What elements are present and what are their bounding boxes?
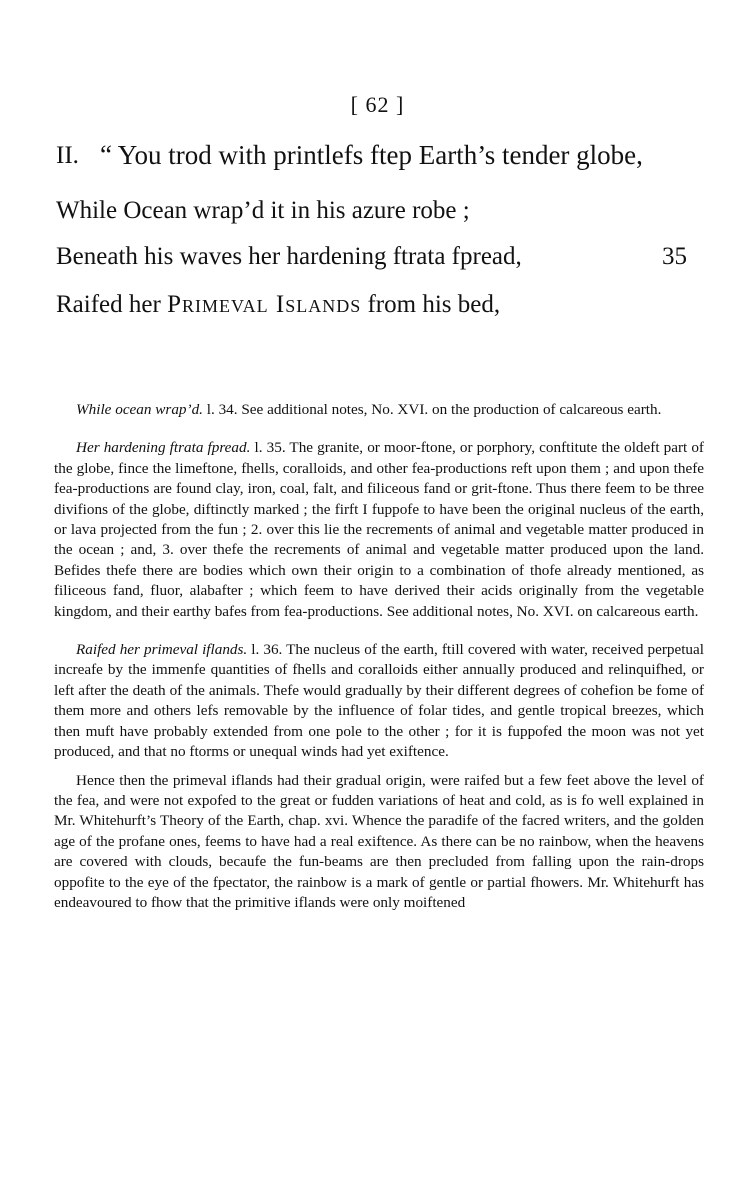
footnote-reference: While ocean wrap’d.: [76, 401, 203, 418]
verse-line-number: 35: [662, 243, 687, 270]
verse-line-4-small-caps: Primeval Islands: [167, 291, 362, 318]
footnotes: [54, 400, 704, 931]
page-number: [ 62 ]: [350, 92, 405, 117]
footnote-reference: Her hardening ftrata fpread.: [76, 439, 251, 457]
footnote: [54, 438, 704, 622]
footnote-continuation: [54, 771, 704, 914]
footnote-reference: Raifed her primeval iflands.: [76, 641, 248, 659]
stanza-numeral: II.: [56, 142, 79, 169]
verse-line-3: Beneath his waves her hardening ftrata fpread,: [56, 243, 522, 270]
footnote-text: l. 36. The nucleus of the earth, ftill covered with water, received perpetual increafe by the immenfe quantities of fhells and coralloids either annually produced and relinquifhed, or left after the death of the animals. Thefe would gradually by their different degrees of cohefion be fome of them more and others lefs removable by the influence of folar tides, and gentle tropical breezes, which then muft have probably extended from one pole to the other ; for it is fuppofed the moon was not yet produced, and that no ftorms or unequal winds had yet exiftence.: [54, 641, 704, 761]
footnote-text: l. 35. The granite, or moor-ftone, or porphory, conftitute the oldeft part of the globe, fince the limeftone, fhells, coralloids, and other fea-productions reft upon them ; and upon thefe fea-productions are found clay, iron, coal, falt, and filiceous fand or grit-ftone. Thus there feem to be three divifions of the globe, diftinctly marked ; the firft I fuppofe to have been the original nucleus of the earth, or lava projected from the fun ; 2. over this lie the recrements of animal and vegetable matter produced in the ocean ; and, 3. over thefe the recrements of animal and vegetable matter produced upon the land. Befides thefe there are bodies which own their origin to a combination of thofe already mentioned, as filiceous fand, fluor, alabafter ; which feem to have derived their acids originally from the vegetable kingdom, and their earthy bafes from fea-productions. See additional notes, No. XVI. on calcareous earth.: [54, 439, 704, 620]
verse-line-4: [56, 291, 726, 319]
verse-line-2: While Ocean wrap’d it in his azure robe ;: [56, 197, 470, 224]
verse-line-1-text: “ You trod with printlefs ftep Earth’s tender globe,: [100, 140, 643, 170]
footnote: [54, 400, 704, 420]
verse-line-4-end: from his bed,: [361, 291, 501, 318]
verse-line-1: [100, 140, 740, 171]
footnote-text: l. 34. See additional notes, No. XVI. on the production of calcareous earth.: [202, 401, 662, 418]
verse-line-4-start: Raifed her: [56, 291, 168, 318]
footnote: [54, 640, 704, 762]
footnote-text: Hence then the primeval iflands had their gradual origin, were raifed but a few feet above the level of the fea, and were not expofed to the great or fudden variations of heat and cold, as is fo well explained in Mr. Whitehurft’s Theory of the Earth, chap. xvi. Whence the paradife of the facred writers, and the golden age of the profane ones, feems to have had a real exiftence. As there can be no rainbow, when the heavens are covered with clouds, becaufe the fun-beams are then precluded from falling upon the rain-drops oppofite to the eye of the fpectator, the rainbow is a mark of gentle or partial fhowers. Mr. Whitehurft has endeavoured to fhow that the primitive iflands were only moiftened: [54, 771, 704, 911]
